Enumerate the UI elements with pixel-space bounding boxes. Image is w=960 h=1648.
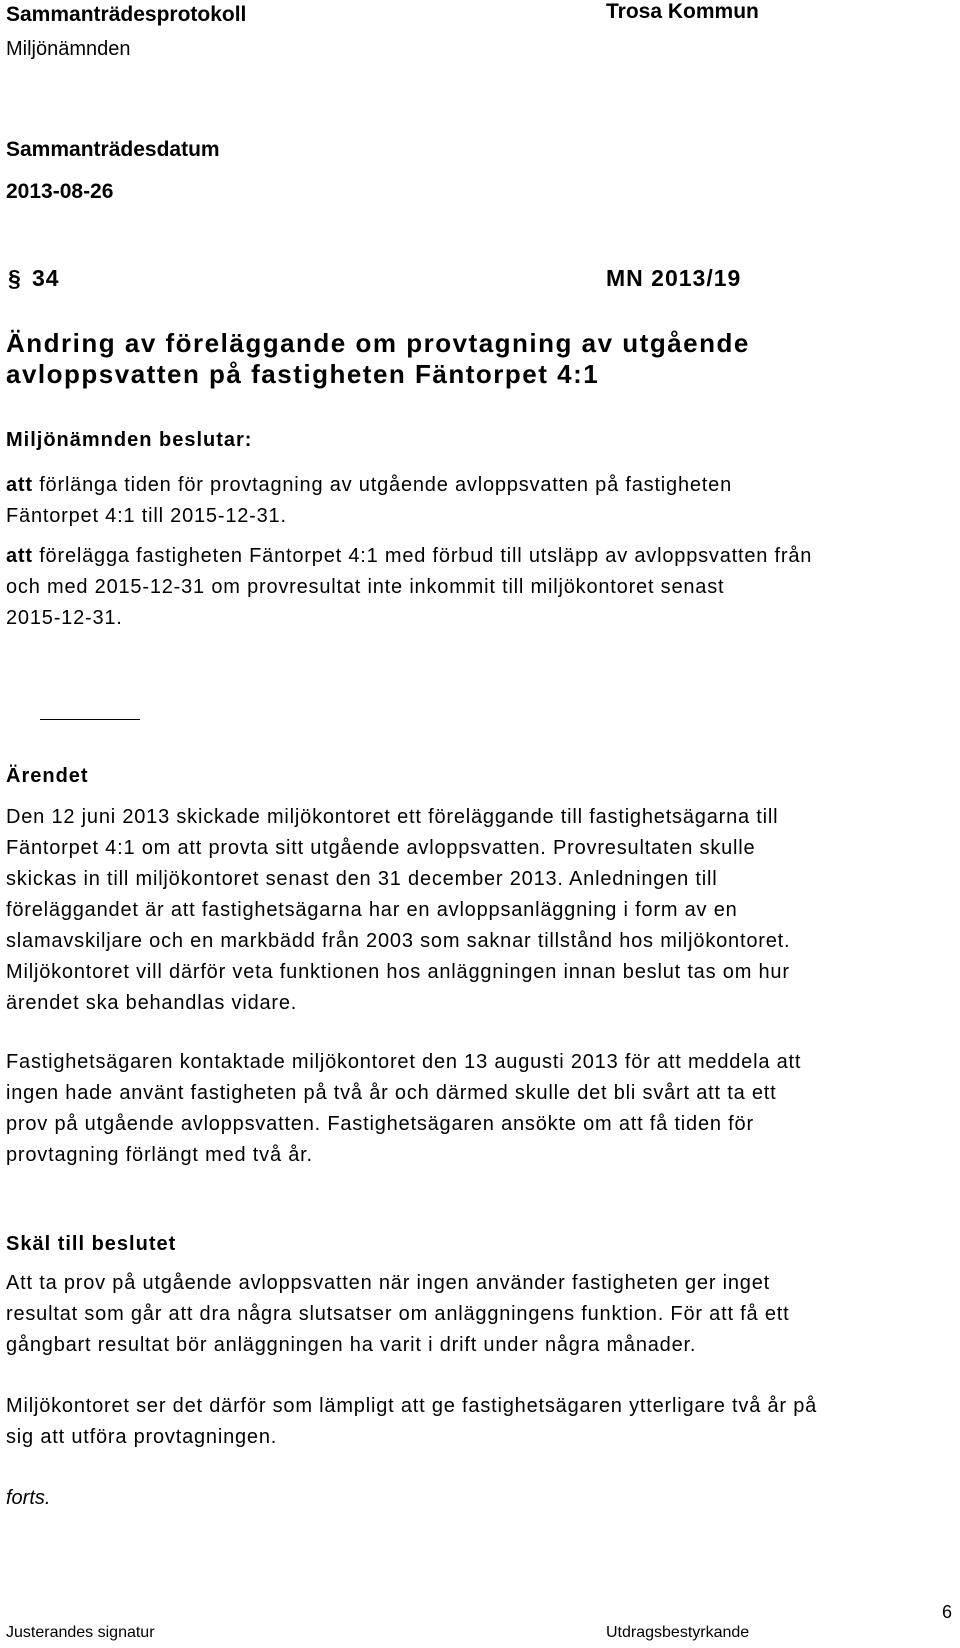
background-paragraph: [6, 802, 790, 1019]
meeting-date-label: Sammanträdesdatum: [6, 138, 220, 161]
reasons-paragraph: [6, 1268, 789, 1361]
reasons-paragraph: [6, 1391, 817, 1453]
paragraph-line: Miljökontoret ser det därför som lämpligt att ge fastighetsägaren ytterligare två år på: [6, 1395, 818, 1417]
background-heading: Ärendet: [6, 765, 89, 787]
section-symbol: §: [8, 265, 22, 291]
paragraph-line: slamavskiljare och en markbädd från 2003 som saknar tillstånd hos miljökontoret.: [6, 930, 791, 952]
paragraph-line: prov på utgående avloppsvatten. Fastighetsägaren ansökte om att få tiden för: [6, 1113, 754, 1135]
paragraph-line: ärendet ska behandlas vidare.: [6, 992, 298, 1014]
paragraph-line: resultat som går att dra några slutsatser om anläggningens funktion. För att få ett: [6, 1303, 790, 1325]
decision-item-line: Fäntorpet 4:1 till 2015-12-31.: [6, 505, 287, 527]
matter-title: [6, 328, 750, 390]
paragraph-line: Miljökontoret vill därför veta funktionen hos anläggningen innan beslut tas om hur: [6, 961, 790, 983]
decision-item-lead: att: [6, 474, 33, 496]
decision-item-lead: att: [6, 545, 33, 567]
decision-item-line: 2015-12-31.: [6, 607, 123, 629]
decision-item-line: att förelägga fastigheten Fäntorpet 4:1 med förbud till utsläpp av avloppsvatten från: [6, 545, 813, 567]
paragraph-line: skickas in till miljökontoret senast den 31 december 2013. Anledningen till: [6, 868, 718, 890]
extract-certification-label: Utdragsbestyrkande: [606, 1624, 750, 1641]
decision-item-line: att förlänga tiden för provtagning av utgående avloppsvatten på fastigheten: [6, 474, 733, 496]
paragraph-line: Att ta prov på utgående avloppsvatten när ingen använder fastigheten ger inget: [6, 1272, 771, 1294]
decision-item: [6, 470, 732, 532]
separator-rule: [40, 719, 140, 720]
paragraph-line: Fastighetsägaren kontaktade miljökontoret den 13 augusti 2013 för att meddela att: [6, 1051, 802, 1073]
case-id: MN 2013/19: [606, 265, 742, 291]
matter-title-line: avloppsvatten på fastigheten Fäntorpet 4:1: [6, 359, 600, 389]
decision-item: [6, 541, 812, 634]
background-paragraph: [6, 1047, 801, 1171]
municipality-name: Trosa Kommun: [606, 0, 759, 23]
paragraph-line: provtagning förlängt med två år.: [6, 1144, 313, 1166]
paragraph-line: Fäntorpet 4:1 om att provta sitt utgående avloppsvatten. Provresultaten skulle: [6, 837, 756, 859]
reasons-heading: Skäl till beslutet: [6, 1233, 177, 1255]
committee-name: Miljönämnden: [6, 38, 131, 60]
continued-note: forts.: [6, 1487, 51, 1509]
adjuster-signature-label: Justerandes signatur: [6, 1624, 155, 1641]
paragraph-line: föreläggandet är att fastighetsägarna har en avloppsanläggning i form av en: [6, 899, 738, 921]
paragraph-line: Den 12 juni 2013 skickade miljökontoret ett föreläggande till fastighetsägarna till: [6, 806, 779, 828]
section-number: 34: [32, 265, 60, 291]
meeting-date: 2013-08-26: [6, 180, 114, 203]
paragraph-line: sig att utföra provtagningen.: [6, 1426, 278, 1448]
document-type: Sammanträdesprotokoll: [6, 3, 247, 26]
decision-heading: Miljönämnden beslutar:: [6, 429, 253, 451]
page-number: 6: [942, 1602, 953, 1622]
matter-title-line: Ändring av föreläggande om provtagning av utgående: [6, 328, 750, 358]
decision-item-line: och med 2015-12-31 om provresultat inte inkommit till miljökontoret senast: [6, 576, 725, 598]
paragraph-line: gångbart resultat bör anläggningen ha varit i drift under några månader.: [6, 1334, 697, 1356]
paragraph-line: ingen hade använt fastigheten på två år och därmed skulle det bli svårt att ta ett: [6, 1082, 777, 1104]
